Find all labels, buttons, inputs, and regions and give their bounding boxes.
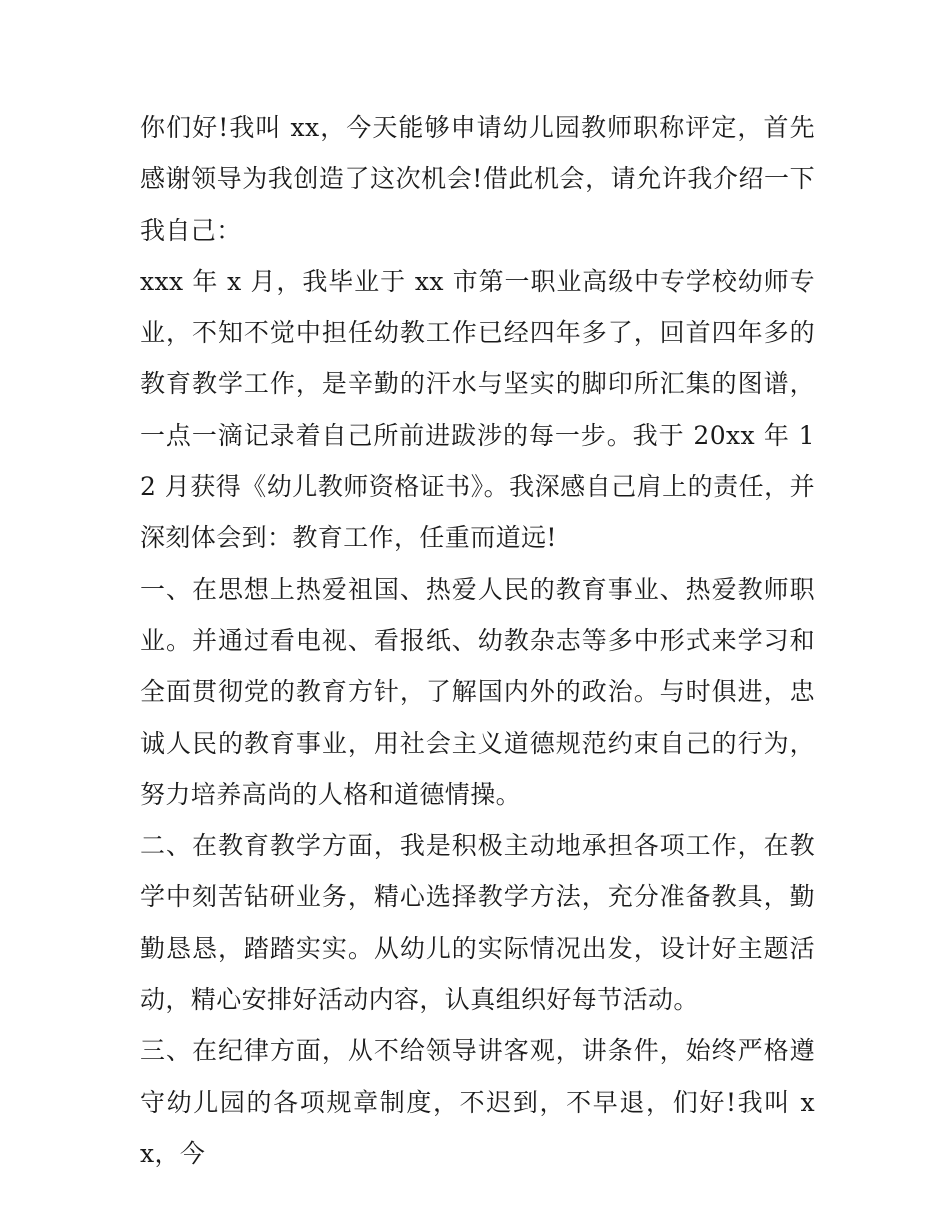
document-body [140, 102, 815, 1179]
paragraph-background: xxx 年 x 月，我毕业于 xx 市第一职业高级中专学校幼师专业，不知不觉中担任幼教工作已经四年多了，回首四年多的教育教学工作，是辛勤的汗水与坚实的脚印所汇集的图谱，一点一滴记录着自己所前进跋涉的每一步。我于 20xx 年 12 月获得《幼儿教师资格证书》。我深感自己肩上的责任，并深刻体会到：教育工作，任重而道远! [140, 266, 815, 553]
paragraph-greeting: 你们好!我叫 xx，今天能够申请幼儿园教师职称评定，首先感谢领导为我创造了这次机会!借此机会，请允许我介绍一下我自己： [140, 113, 815, 245]
paragraph-discipline: 三、在纪律方面，从不给领导讲客观，讲条件，始终严格遵守幼儿园的各项规章制度，不迟到，不早退，们好!我叫 xx，今 [140, 1036, 815, 1168]
paragraph-teaching: 二、在教育教学方面，我是积极主动地承担各项工作，在教学中刻苦钻研业务，精心选择教学方法，充分准备教具，勤勤恳恳，踏踏实实。从幼儿的实际情况出发，设计好主题活动，精心安排好活动内容，认真组织好每节活动。 [140, 831, 815, 1015]
paragraph-ideology: 一、在思想上热爱祖国、热爱人民的教育事业、热爱教师职业。并通过看电视、看报纸、幼教杂志等多中形式来学习和全面贯彻党的教育方针，了解国内外的政治。与时俱进，忠诚人民的教育事业，用社会主义道德规范约束自己的行为，努力培养高尚的人格和道德情操。 [140, 574, 815, 809]
